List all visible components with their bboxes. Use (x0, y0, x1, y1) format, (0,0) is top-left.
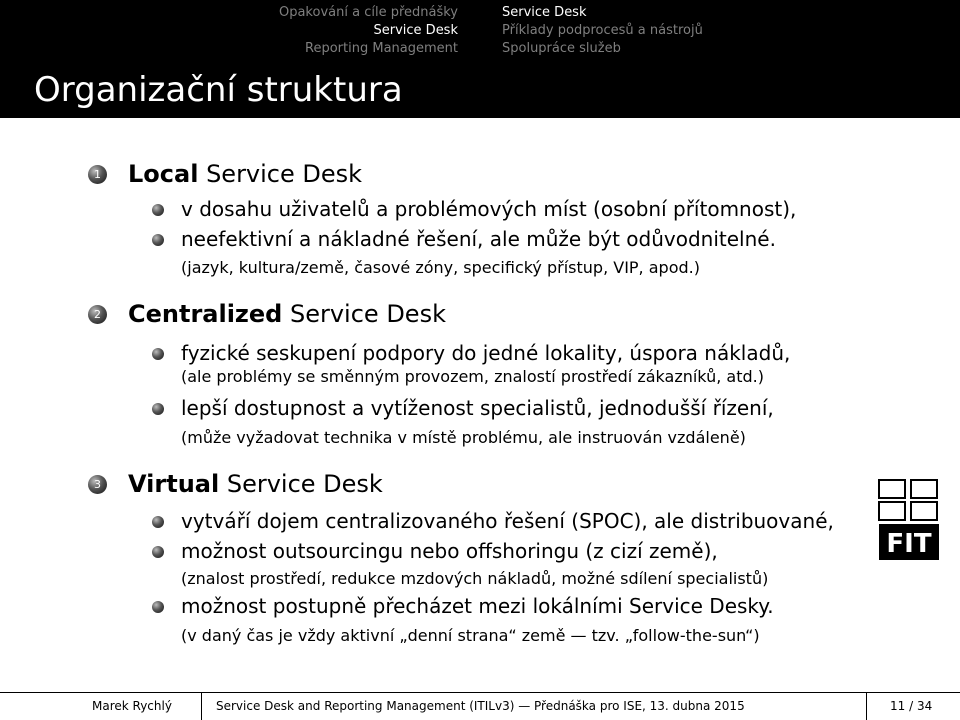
list-item: možnost outsourcingu nebo offshoringu (z cizí země), (181, 539, 718, 563)
bullet-icon (152, 516, 164, 528)
section-title-centralized (128, 299, 446, 329)
nav-section-reporting[interactable]: Reporting Management (305, 41, 458, 56)
nav-subsection-examples[interactable]: Příklady podprocesů a nástrojů (502, 23, 703, 38)
bullet-icon (152, 204, 164, 216)
fit-logo-text: FIT (886, 529, 932, 559)
list-item: lepší dostupnost a vytíženost specialistů, jednodušší řízení, (181, 396, 774, 420)
footer-page-number: 11 / 34 (890, 699, 933, 713)
top-navigation-bar (0, 0, 960, 62)
nav-subsections (480, 0, 960, 62)
section-title-bold: Local (128, 160, 199, 188)
footer-divider (866, 692, 867, 720)
page-title: Organizační struktura (34, 70, 403, 110)
bullet-icon (152, 546, 164, 558)
bullet-icon (152, 403, 164, 415)
enum-number-1: 1 (88, 165, 107, 184)
footer-divider (201, 692, 202, 720)
list-note: (může vyžadovat technika v místě problému, ale instruován vzdáleně) (181, 428, 746, 447)
list-item: fyzické seskupení podpory do jedné lokality, úspora nákladů, (181, 341, 791, 365)
nav-subsection-cooperation[interactable]: Spolupráce služeb (502, 41, 621, 56)
enum-number-2: 2 (88, 305, 107, 324)
frame-title-bar (0, 62, 960, 118)
section-title-rest: Service Desk (219, 470, 383, 498)
section-title-bold: Virtual (128, 470, 220, 498)
list-note: (v daný čas je vždy aktivní „denní strana“ země — tzv. „follow-the-sun“) (181, 626, 760, 645)
nav-section-service-desk[interactable]: Service Desk (373, 23, 458, 38)
bullet-icon (152, 234, 164, 246)
list-item: možnost postupně přecházet mezi lokálními Service Desky. (181, 594, 774, 618)
list-note: (jazyk, kultura/země, časové zóny, specifický přístup, VIP, apod.) (181, 258, 700, 277)
footer-course: Service Desk and Reporting Management (ITILv3) — Přednáška pro ISE, 13. dubna 2015 (216, 699, 745, 713)
list-item: v dosahu uživatelů a problémových míst (osobní přítomnost), (181, 197, 797, 221)
fit-logo (877, 478, 941, 562)
nav-sections (0, 0, 480, 62)
section-title-rest: Service Desk (282, 300, 446, 328)
bullet-icon (152, 601, 164, 613)
section-title-bold: Centralized (128, 300, 283, 328)
enum-number-3: 3 (88, 475, 107, 494)
list-note: (znalost prostředí, redukce mzdových nákladů, možné sdílení specialistů) (181, 569, 769, 588)
list-item: vytváří dojem centralizovaného řešení (SPOC), ale distribuované, (181, 509, 834, 533)
nav-subsection-service-desk[interactable]: Service Desk (502, 5, 587, 20)
slide-content (0, 118, 960, 688)
section-title-rest: Service Desk (198, 160, 363, 188)
list-item: neefektivní a nákladné řešení, ale může být odůvodnitelné. (181, 227, 776, 251)
section-title-virtual (128, 469, 383, 499)
bullet-icon (152, 348, 164, 360)
footer-author: Marek Rychlý (92, 699, 172, 713)
list-note: (ale problémy se směnným provozem, znalostí prostředí zákazníků, atd.) (181, 367, 764, 386)
nav-section-intro[interactable]: Opakování a cíle přednášky (278, 5, 458, 20)
footer (0, 692, 960, 720)
section-title-local (128, 159, 362, 189)
